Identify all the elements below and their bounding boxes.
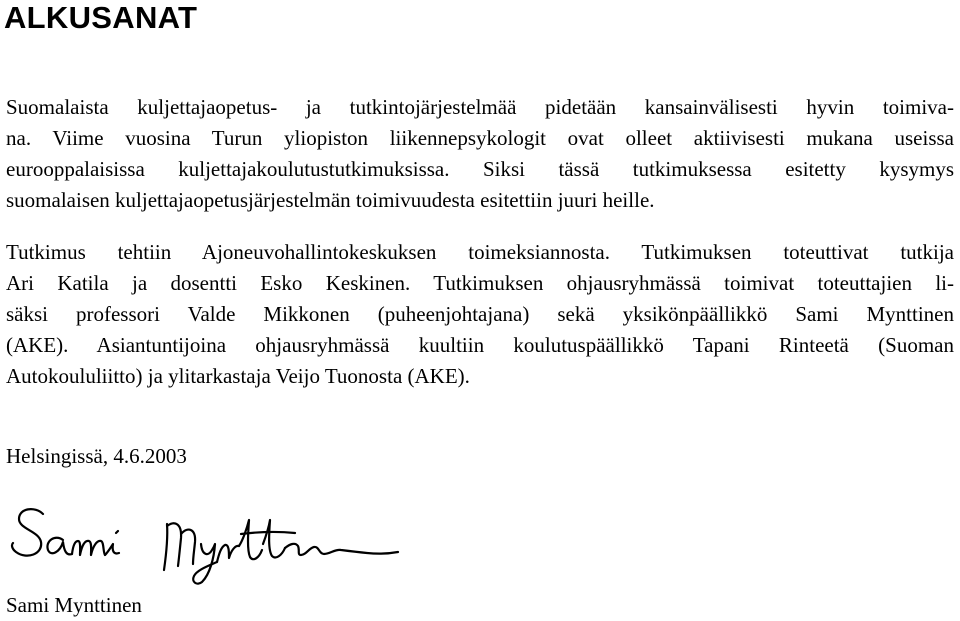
handwritten-signature [5, 500, 410, 588]
paragraph-line: säksi professori Valde Mikkonen (puheenjohtajana) sekä yksikönpäällikkö Sami Mynttinen [6, 302, 954, 326]
signer-name: Sami Mynttinen [6, 593, 142, 617]
paragraph-line: Suomalaista kuljettajaopetus- ja tutkintojärjestelmää pidetään kansainvälisesti hyvin toimiva- [6, 95, 954, 119]
page-title: ALKUSANAT [4, 0, 198, 35]
paragraph-1 [6, 92, 954, 216]
paragraph-2 [6, 237, 954, 392]
paragraph-line: Tutkimus tehtiin Ajoneuvohallintokeskuksen toimeksiannosta. Tutkimuksen toteuttivat tutkija [6, 240, 954, 264]
place-date: Helsingissä, 4.6.2003 [6, 444, 187, 468]
paragraph-line: na. Viime vuosina Turun yliopiston liikennepsykologit ovat olleet aktiivisesti mukana useissa [6, 126, 954, 150]
paragraph-line: Autokoululiitto) ja ylitarkastaja Veijo Tuonosta (AKE). [6, 364, 470, 388]
paragraph-line: (AKE). Asiantuntijoina ohjausryhmässä kuultiin koulutuspäällikkö Tapani Rinteetä (Suoman [6, 333, 954, 357]
paragraph-line: eurooppalaisissa kuljettajakoulutustutkimuksissa. Siksi tässä tutkimuksessa esitetty kysymys [6, 157, 954, 181]
paragraph-line: suomalaisen kuljettajaopetusjärjestelmän toimivuudesta esitettiin juuri heille. [6, 188, 655, 212]
paragraph-line: Ari Katila ja dosentti Esko Keskinen. Tutkimuksen ohjausryhmässä toimivat toteuttajien li- [6, 271, 954, 295]
